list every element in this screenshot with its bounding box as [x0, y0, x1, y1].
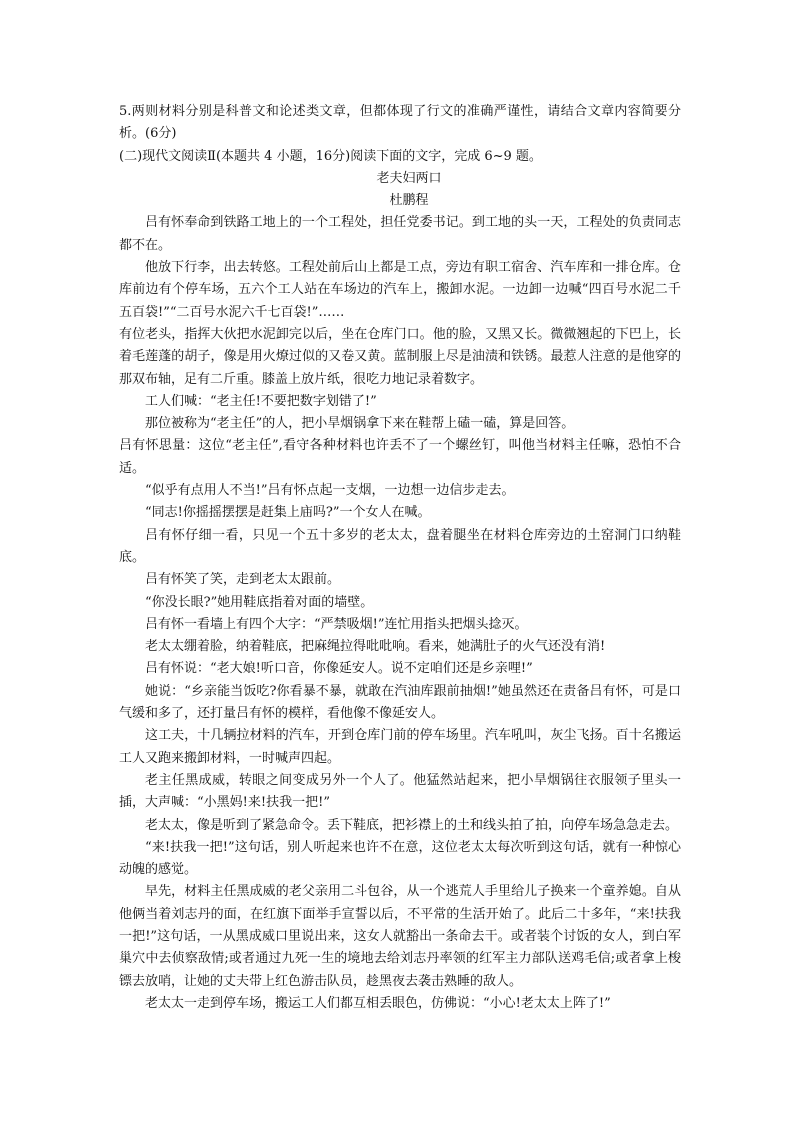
paragraph: 吕有怀仔细一看，只见一个五十多岁的老太太，盘着腿坐在材料仓库旁边的土窑洞门口纳鞋底。 — [119, 527, 681, 565]
paragraph: 早先，材料主任黑成威的老父亲用二斗包谷，从一个逃荒人手里给儿子换来一个童养媳。自从他俩当着刘志丹的面，在红旗下面举手宣誓以后，不平常的生活开始了。此后二十多年，“来!扶我一把!”这句话，一从黑成威口里说出来，这女人就豁出一条命去干。或者装个讨饭的女人，到白军巢穴中去侦察敌情;或者通过九死一生的境地去给刘志丹率领的红军主力部队送鸡毛信;或者拿上梭镖去放哨，让她的丈夫带上红色游击队员，趁黑夜去袭击熟睡的敌人。 — [119, 884, 681, 989]
paragraph: 老主任黑成威，转眼之间变成另外一个人了。他猛然站起来，把小旱烟锅往衣服领子里头一插，大声喊：“小黑妈!来!扶我一把!” — [119, 772, 681, 811]
paragraph: 吕有怀思量：这位“老主任”,看守各种材料也许丢不了一个螺丝钉，叫他当材料主任嘛，恐怕不合适。 — [119, 438, 681, 476]
paragraph: 老太太，像是听到了紧急命令。丢下鞋底，把衫襟上的土和线头拍了拍，向停车场急急走去。 — [145, 817, 679, 833]
paragraph: 有位老头，指挥大伙把水泥卸完以后，坐在仓库门口。他的脸，又黑又长。微微翘起的下巴上，长着毛莲蓬的胡子，像是用火燎过似的又卷又黄。蓝制服上尽是油渍和铁锈。最惹人注意的是他穿的那双布轴，足有二斤重。膝盖上放片纸，很吃力地记录着数字。 — [119, 326, 681, 387]
paragraph: 吕有怀说：“老大娘!听口音，你像延安人。说不定咱们还是乡亲哩!” — [145, 661, 533, 677]
paragraph: “你没长眼?”她用鞋底指着对面的墙壁。 — [145, 594, 374, 610]
paragraph: “似乎有点用人不当!”吕有怀点起一支烟，一边想一边信步走去。 — [145, 483, 515, 499]
paragraph: 老太太一走到停车场，搬运工人们都互相丢眼色，仿佛说：“小心!老太太上阵了!” — [145, 995, 611, 1011]
paragraph: 他放下行李，出去转悠。工程处前后山上都是工点，旁边有职工宿舍、汽车库和一排仓库。仓库前边有个停车场，五六个工人站在车场边的汽车上，搬卸水泥。一边卸一边喊“四百号水泥二千五百袋!”“二百号水泥六千七百袋!”…… — [119, 260, 681, 320]
paragraph: “同志!你摇摇摆摆是赶集上庙吗?”一个女人在喊。 — [145, 505, 431, 521]
paragraph: “来!扶我一把!”这句话，别人听起来也许不在意，这位老太太每次听到这句话，就有一种惊心动魄的感觉。 — [119, 839, 681, 878]
story-title: 老夫妇两口 — [376, 170, 442, 186]
paragraph: 吕有怀笑了笑，走到老太太跟前。 — [145, 572, 341, 588]
document-body — [119, 101, 681, 1015]
paragraph: 工人们喊：“老主任!不要把数字划错了!” — [145, 393, 377, 409]
paragraph: 她说：“乡亲能当饭吃?你看暴不暴，就敢在汽油库跟前抽烟!”她虽然还在责备吕有怀，可是口气缓和多了，还打量吕有怀的模样，看他像不像延安人。 — [119, 683, 681, 722]
paragraph: 吕有怀奉命到铁路工地上的一个工程处，担任党委书记。到工地的头一天，工程处的负责同志都不在。 — [119, 215, 681, 253]
paragraph: 老太太绷着脸，纳着鞋底，把麻绳拉得吡吡响。看来，她满肚子的火气还没有消! — [145, 639, 606, 655]
paragraph: 吕有怀一看墙上有四个大字：“严禁吸烟!”连忙用指头把烟头捻灭。 — [145, 616, 528, 632]
question-5: 5.两则材料分别是科普文和论述类文章，但都体现了行文的准确严谨性，请结合文章内容简要分析。(6分) — [119, 104, 681, 142]
paragraph: 那位被称为“老主任”的人，把小旱烟锅拿下来在鞋帮上磕一磕，算是回答。 — [145, 416, 575, 432]
story-author: 杜鹏程 — [389, 193, 429, 209]
section-heading: (二)现代文阅读Ⅱ(本题共 4 小题，16分)阅读下面的文字，完成 6~9 题。 — [119, 148, 542, 164]
paragraph: 这工夫，十几辆拉材料的汽车，开到仓库门前的停车场里。汽车吼叫，灰尘飞扬。百十名搬运工人又跑来搬卸材料，一时喊声四起。 — [119, 728, 681, 766]
